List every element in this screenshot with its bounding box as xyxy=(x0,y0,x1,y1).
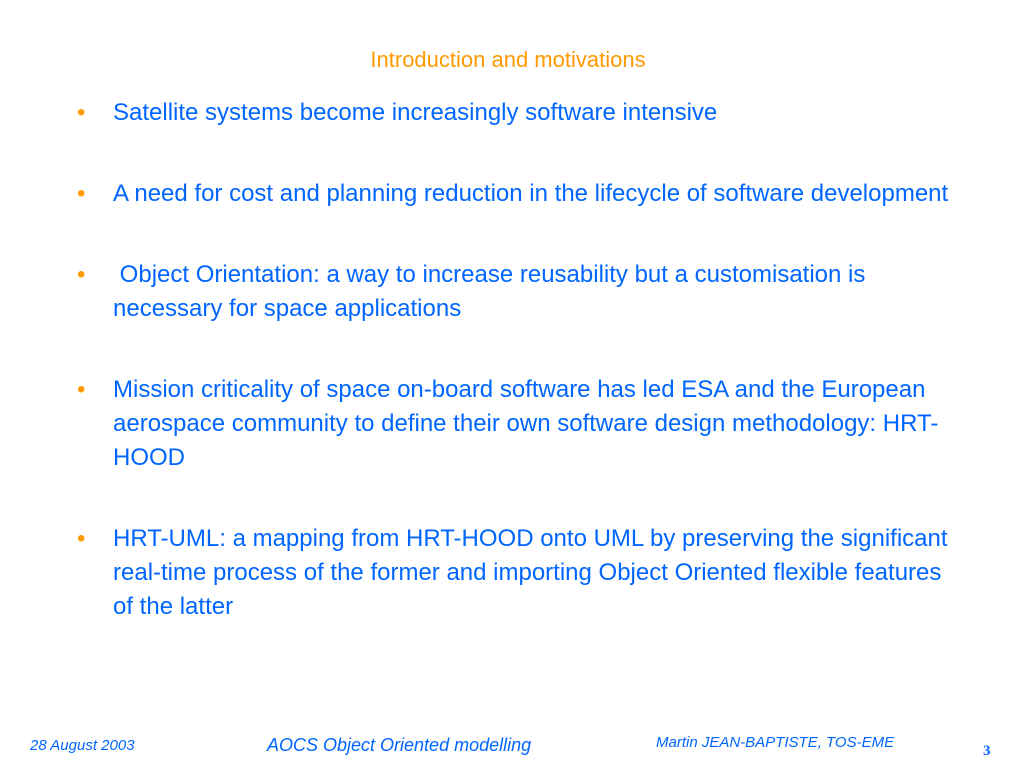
bullet-item xyxy=(77,177,957,211)
bullet-text: Mission criticality of space on-board software has led ESA and the European aerospace community to define their own software design methodology: HRT-HOOD xyxy=(113,376,939,471)
bullet-text: Object Orientation: a way to increase reusability but a customisation is necessary for space applications xyxy=(113,261,873,322)
page-number: 3 xyxy=(983,743,991,759)
footer-author: Martin JEAN-BAPTISTE, TOS-EME xyxy=(656,734,895,751)
slide-title: Introduction and motivations xyxy=(370,47,646,72)
bullet-text: Satellite systems become increasingly software intensive xyxy=(113,99,718,126)
bullet-marker: • xyxy=(77,99,86,126)
bullet-marker: • xyxy=(77,180,86,207)
bullet-marker: • xyxy=(77,525,86,552)
bullet-item xyxy=(77,258,957,326)
bullet-item xyxy=(77,522,957,624)
bullet-list xyxy=(77,96,957,671)
bullet-item xyxy=(77,373,957,475)
bullet-text: A need for cost and planning reduction in the lifecycle of software development xyxy=(113,180,949,207)
bullet-text: HRT-UML: a mapping from HRT-HOOD onto UML by preserving the significant real-time process of the former and importing Object Oriented flexible features of the latter xyxy=(113,525,955,620)
bullet-item xyxy=(77,96,957,130)
bullet-marker: • xyxy=(77,261,86,288)
footer-presentation-title: AOCS Object Oriented modelling xyxy=(267,735,532,755)
bullet-marker: • xyxy=(77,376,86,403)
footer-date: 28 August 2003 xyxy=(30,737,135,754)
